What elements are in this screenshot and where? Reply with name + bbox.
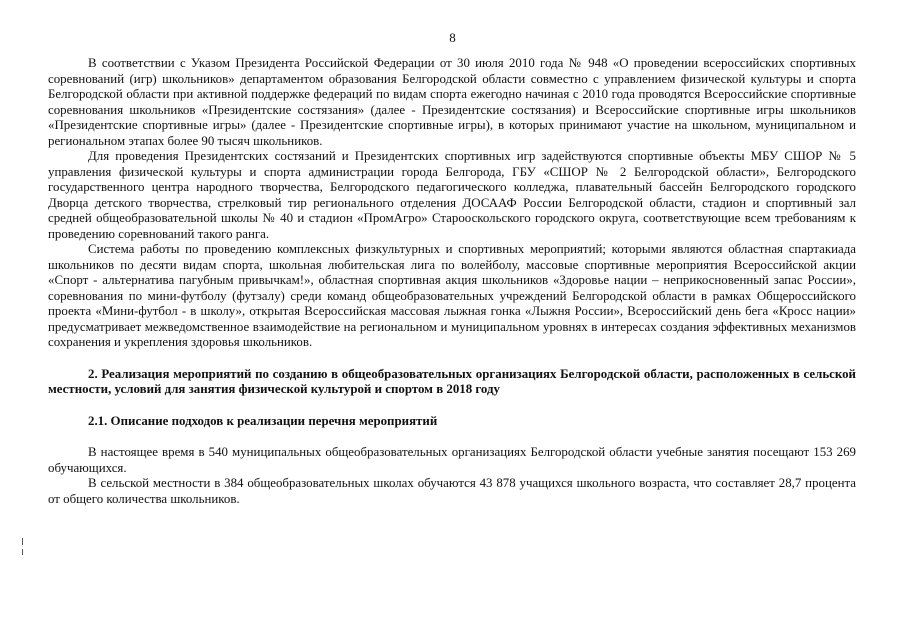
scan-mark (22, 549, 23, 555)
paragraph-rural-schools: В сельской местности в 384 общеобразовательных школах обучаются 43 878 учащихся школьного возраста, что составляет 28,7 процента от общего количества школьников. (48, 476, 856, 506)
document-body (48, 56, 856, 507)
paragraph-sports-facilities: Для проведения Президентских состязаний и Президентских спортивных игр задействуются спортивные объекты МБУ СШОР № 5 управления физической культуры и спорта администрации города Белгорода, ГБУ «СШОР № 2 Белгородской области», Белгородского государственного центра народного творчества, Белгородского педагогического колледжа, плавательный бассейн Белгородского городского Дворца детского творчества, стрелковый тир регионального отделения ДОСААФ России Белгородской области, стадион и спортивный зал средней общеобразовательной школы № 40 и стадион «ПромАгро» Старооскольского городского округа, соответствующие всем требованиям к проведению соревнований такого ранга. (48, 149, 856, 241)
section-heading: 2. Реализация мероприятий по созданию в общеобразовательных организациях Белгородской области, расположенных в сельской местности, условий для занятия физической культурой и спортом в 2018 году (48, 366, 856, 396)
paragraph-student-count: В настоящее время в 540 муниципальных общеобразовательных организациях Белгородской области учебные занятия посещают 153 269 обучающихся. (48, 445, 856, 475)
page-number: 8 (449, 30, 456, 45)
scan-mark (22, 538, 23, 545)
subsection-heading: 2.1. Описание подходов к реализации перечня мероприятий (88, 413, 438, 428)
paragraph-events-system: Система работы по проведению комплексных физкультурных и спортивных мероприятий; которыми являются областная спартакиада школьников по десяти видам спорта, школьная любительская лига по волейболу, массовые спортивные мероприятия Всероссийской акции «Спорт - альтернатива пагубным привычкам!», областная спортивная акция школьников «Здоровье нации – неприкосновенный запас России», соревнования по мини-футболу (футзалу) среди команд общеобразовательных учреждений Белгородской области в рамках Общероссийского проекта «Мини-футбол - в школу», открытая Всероссийская массовая лыжная гонка «Лыжня России», Всероссийский день бега «Кросс нации» предусматривает межведомственное взаимодействие на региональном и муниципальном уровнях в интересах создания эффективных механизмов сохранения и укрепления здоровья школьников. (48, 242, 856, 349)
paragraph-presidential-competitions: В соответствии с Указом Президента Российской Федерации от 30 июля 2010 года № 948 «О проведении всероссийских спортивных соревнований (игр) школьников» департаментом образования Белгородской области совместно с управлением физической культуры и спорта Белгородской области при активной поддержке федераций по видам спорта ежегодно начиная с 2010 года проводятся Всероссийские спортивные соревнования школьников «Президентские состязания» (далее - Президентские состязания) и Всероссийские спортивные игры школьников «Президентские спортивные игры» (далее - Президентские спортивные игры), в которых принимают участие на школьном, муниципальном и региональном этапах более 90 тысяч школьников. (48, 56, 856, 148)
